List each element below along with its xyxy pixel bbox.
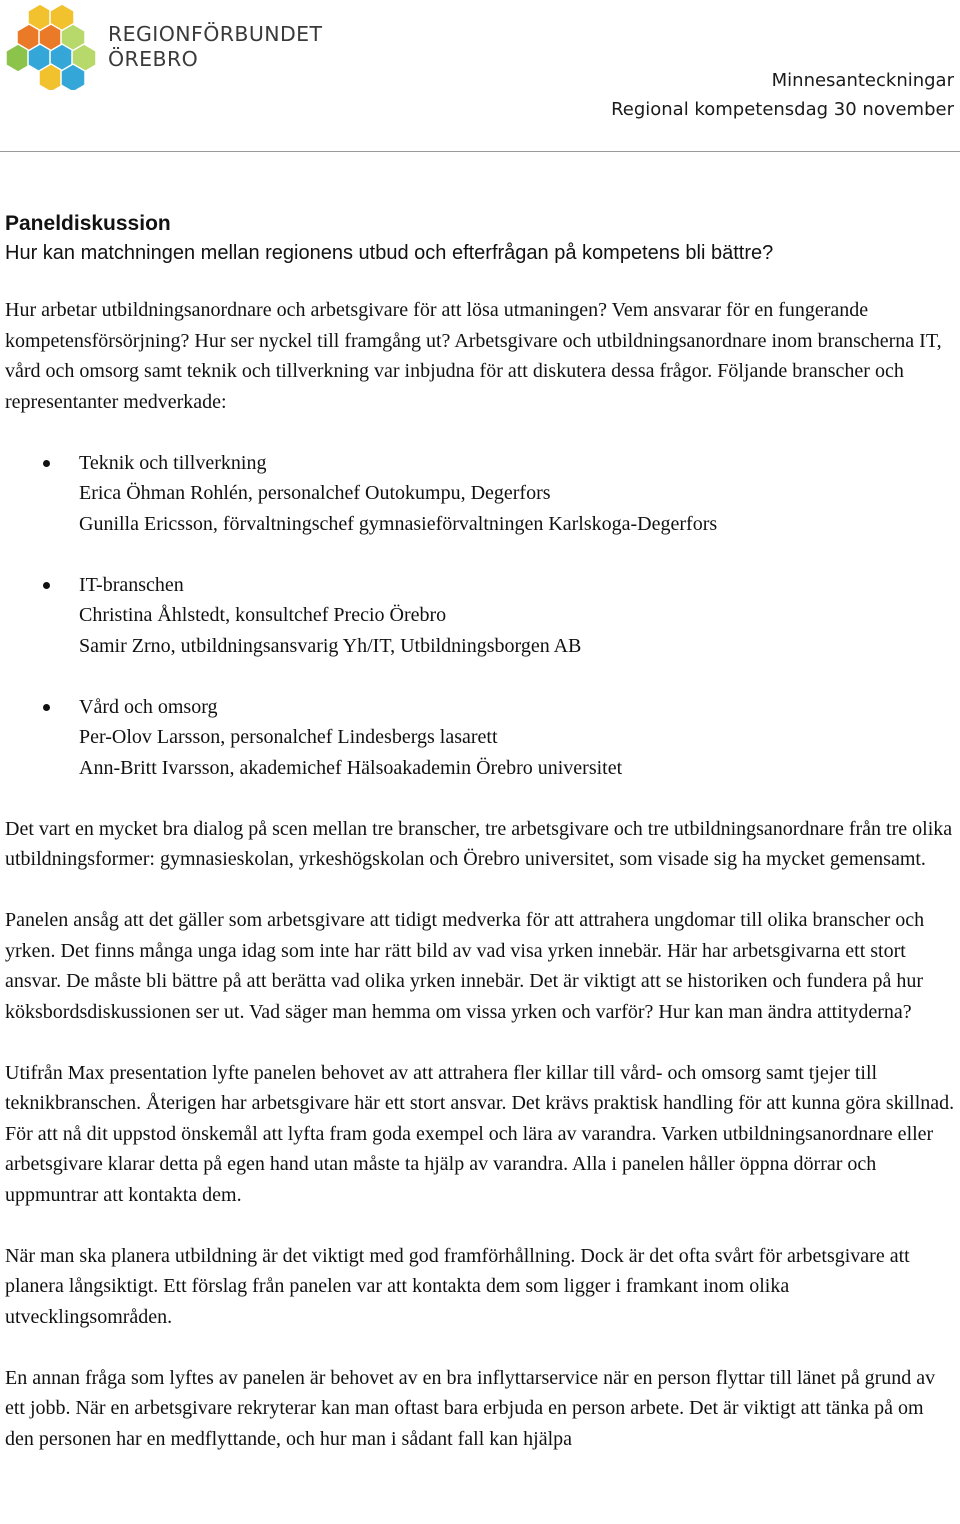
representative: Samir Zrno, utbildningsansvarig Yh/IT, Utbildningsborgen AB [79,634,582,657]
org-name-line-1: REGIONFÖRBUNDET [108,22,323,46]
organization-name [108,22,322,72]
sector-list [5,448,957,784]
regionforbundet-logo-icon [4,2,98,90]
representative: Gunilla Ericsson, förvaltningschef gymnasieförvaltningen Karlskoga-Degerfors [79,512,718,535]
header-divider [0,151,960,152]
org-name-line-2: ÖREBRO [108,47,199,71]
document-event: Regional kompetensdag 30 november [611,99,954,120]
bullet-icon [43,582,50,589]
document-meta [611,66,954,124]
representative: Per-Olov Larsson, personalchef Lindesbergs lasarett [79,726,498,748]
sector-item [5,570,957,662]
sector-name: Vård och omsorg [79,695,218,718]
sector-item [5,448,957,540]
intro-paragraph: Hur arbetar utbildningsanordnare och arbetsgivare för att lösa utmaningen? Vem ansvarar för en fungerande kompetensförsörjning? Hur ser nyckel till framgång ut? Arbetsgivare och utbildningsanordnare inom branscherna IT, vård och omsorg samt teknik och tillverkning var inbjudna för att diskutera dessa frågor. Följande branscher och representanter medverkade: [5,299,942,413]
body-paragraph: Panelen ansåg att det gäller som arbetsgivare att tidigt medverka för att attrahera ungdomar till olika branscher och yrken. Det finns många unga idag som inte har rätt bild av vad visa yrken innebär. Här har arbetsgivarna ett stort ansvar. De måste bli bättre på att berätta vad olika yrken innebär. Det är viktigt att se historiken och fundera på hur köksbordsdiskussionen ser ut. Vad säger man hemma om vissa yrken och varför? Hur kan man ändra attityderna? [5,909,925,1023]
section-title: Paneldiskussion [5,212,171,235]
section-subtitle: Hur kan matchningen mellan regionens utbud och efterfrågan på kompetens bli bättre? [5,242,774,264]
document-type: Minnesanteckningar [771,70,954,91]
body-paragraph: När man ska planera utbildning är det viktigt med god framförhållning. Dock är det ofta svårt för arbetsgivare att planera långsiktigt. Ett förslag från panelen var att kontakta dem som ligger i framkant inom olika utvecklingsområden. [5,1244,910,1328]
representative: Christina Åhlstedt, konsultchef Precio Örebro [79,604,447,626]
document-body [5,208,957,1485]
body-paragraph: Utifrån Max presentation lyfte panelen behovet av att attrahera fler killar till vård- och omsorg samt tjejer till teknikbranschen. Återigen har arbetsgivare här ett stort ansvar. Det krävs praktisk handling för att kunna göra skillnad. För att nå dit uppstod önskemål att lyfta fram goda exempel och lära av varandra. Varken utbildningsanordnare eller arbetsgivare klarar detta på egen hand utan måste ta hjälp av varandra. Alla i panelen håller öppna dörrar och uppmuntrar att kontakta dem. [5,1061,955,1206]
page-header [0,0,960,152]
bullet-icon [43,460,50,467]
bullet-icon [43,704,50,711]
representative: Ann-Britt Ivarsson, akademichef Hälsoakademin Örebro universitet [79,756,623,779]
sector-item [5,692,957,784]
sector-name: Teknik och tillverkning [79,451,267,474]
sector-name: IT-branschen [79,573,184,596]
body-paragraph: En annan fråga som lyftes av panelen är behovet av en bra inflyttarservice när en person flyttar till länet på grund av ett jobb. När en arbetsgivare rekryterar kan man oftast bara erbjuda en person arbete. Det är viktigt att tänka på om den personen har en medflyttande, och hur man i sådant fall kan hjälpa [5,1366,936,1450]
representative: Erica Öhman Rohlén, personalchef Outokumpu, Degerfors [79,482,551,504]
body-paragraph: Det vart en mycket bra dialog på scen mellan tre branscher, tre arbetsgivare och tre utbildningsanordnare från tre olika utbildningsformer: gymnasieskolan, yrkeshögskolan och Örebro universitet, som visade sig ha mycket gemensamt. [5,817,953,870]
